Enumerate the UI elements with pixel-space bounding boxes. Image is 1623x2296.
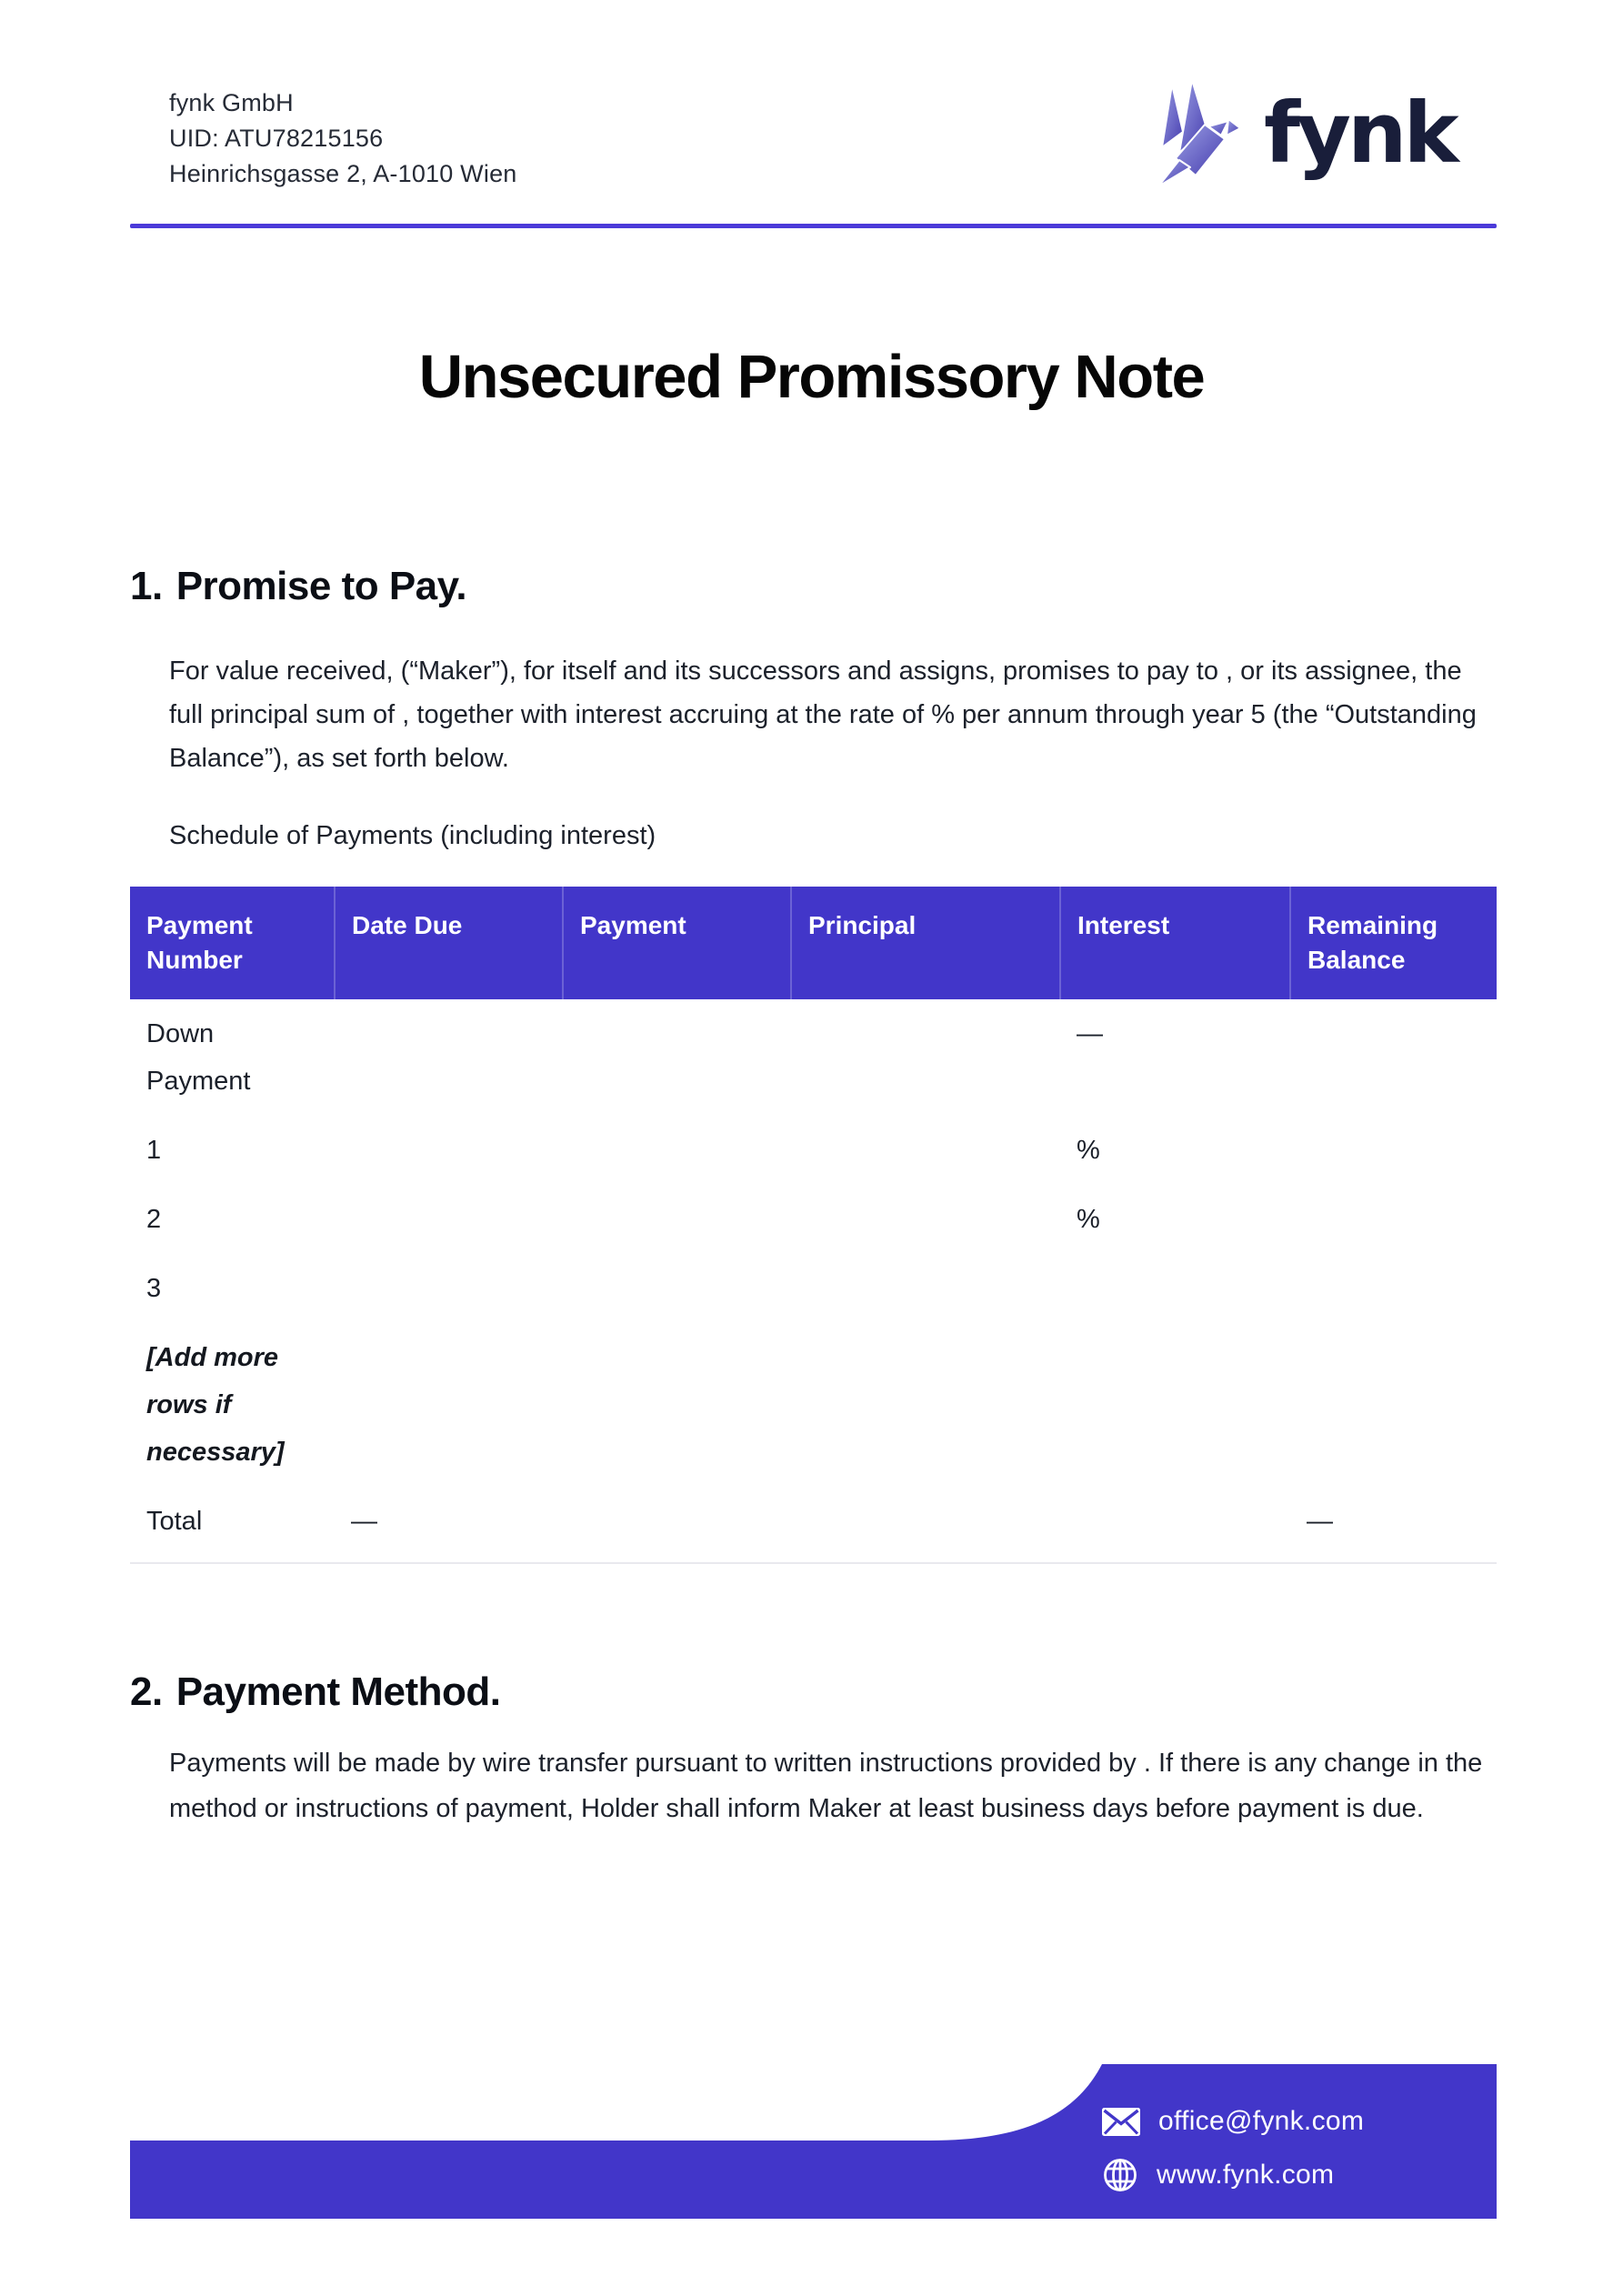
header-rule [130,224,1497,228]
brand-wordmark: fynk [1264,85,1456,182]
table-cell [563,1185,791,1254]
table-cell: Down Payment [130,999,335,1116]
table-cell [563,1254,791,1323]
website-link[interactable]: www.fynk.com [1157,2160,1335,2190]
email-link[interactable]: office@fynk.com [1158,2106,1365,2136]
table-cell [1290,1116,1497,1185]
table-cell [791,1323,1060,1487]
table-cell [1060,1323,1290,1487]
section-2-heading [130,1669,500,1715]
table-row [130,1185,1497,1254]
table-cell: 3 [130,1254,335,1323]
section-divider [130,1562,1497,1564]
section-1-heading [130,564,466,609]
section-title: Promise to Pay. [175,564,467,608]
section-1-paragraph: For value received, (“Maker”), for itself and its successors and assigns, promises to pay to , or its assignee, the full principal sum of , together with interest accruing at the rate of % per annum through year 5 (the “Outstanding Balance”), as set forth below. [169,657,1477,773]
table-cell: 2 [130,1185,335,1254]
table-cell: Total [130,1487,335,1556]
column-header: Payment [563,887,791,999]
table-cell [791,999,1060,1116]
table-cell [335,1185,563,1254]
table-cell [1290,999,1497,1116]
website-row [1102,2157,1364,2193]
table-cell [791,1116,1060,1185]
table-cell [335,1323,563,1487]
table-cell [1290,1254,1497,1323]
table-cell [335,1254,563,1323]
company-name: fynk GmbH [169,89,294,116]
table-cell [1290,1323,1497,1487]
globe-icon [1102,2157,1138,2193]
table-cell [563,999,791,1116]
company-uid: UID: ATU78215156 [169,125,384,152]
company-address: Heinrichsgasse 2, A-1010 Wien [169,160,517,187]
table-cell [1060,1487,1290,1556]
company-info [169,85,517,192]
table-row [130,1116,1497,1185]
section-title: Payment Method. [175,1669,501,1714]
table-cell: — [335,1487,563,1556]
table-cell [335,1116,563,1185]
email-row [1102,2106,1364,2137]
table-cell [563,1487,791,1556]
table-cell [791,1254,1060,1323]
table-cell [1060,1254,1290,1323]
table-cell [563,1116,791,1185]
footer-contacts [1102,2106,1364,2193]
origami-crane-icon [1157,80,1240,187]
column-header: Payment Number [130,887,335,999]
table-caption: Schedule of Payments (including interest) [169,821,656,850]
payments-table [130,887,1497,1556]
table-header-row [130,887,1497,999]
table-body [130,999,1497,1556]
table-cell: % [1060,1116,1290,1185]
section-number: 1. [130,564,163,608]
column-header: Principal [791,887,1060,999]
table-row [130,1254,1497,1323]
table-row [130,1487,1497,1556]
column-header: Date Due [335,887,563,999]
column-header: Remaining Balance [1290,887,1497,999]
table-cell: [Add more rows if necessary] [130,1323,335,1487]
document-title: Unsecured Promissory Note [418,343,1205,411]
table-cell [563,1323,791,1487]
table-cell: 1 [130,1116,335,1185]
table-cell [1290,1185,1497,1254]
section-2-paragraph: Payments will be made by wire transfer pursuant to written instructions provided by . If there is any change in the method or instructions of payment, Holder shall inform Maker at least business days before payment is due. [169,1749,1483,1823]
table-row [130,1323,1497,1487]
table-cell: — [1290,1487,1497,1556]
section-number: 2. [130,1669,163,1714]
table-cell [791,1487,1060,1556]
brand-logo [1157,80,1456,187]
table-cell: — [1060,999,1290,1116]
table-row [130,999,1497,1116]
column-header: Interest [1060,887,1290,999]
table-cell [791,1185,1060,1254]
table-cell [335,999,563,1116]
envelope-icon [1102,2108,1140,2136]
table-cell: % [1060,1185,1290,1254]
